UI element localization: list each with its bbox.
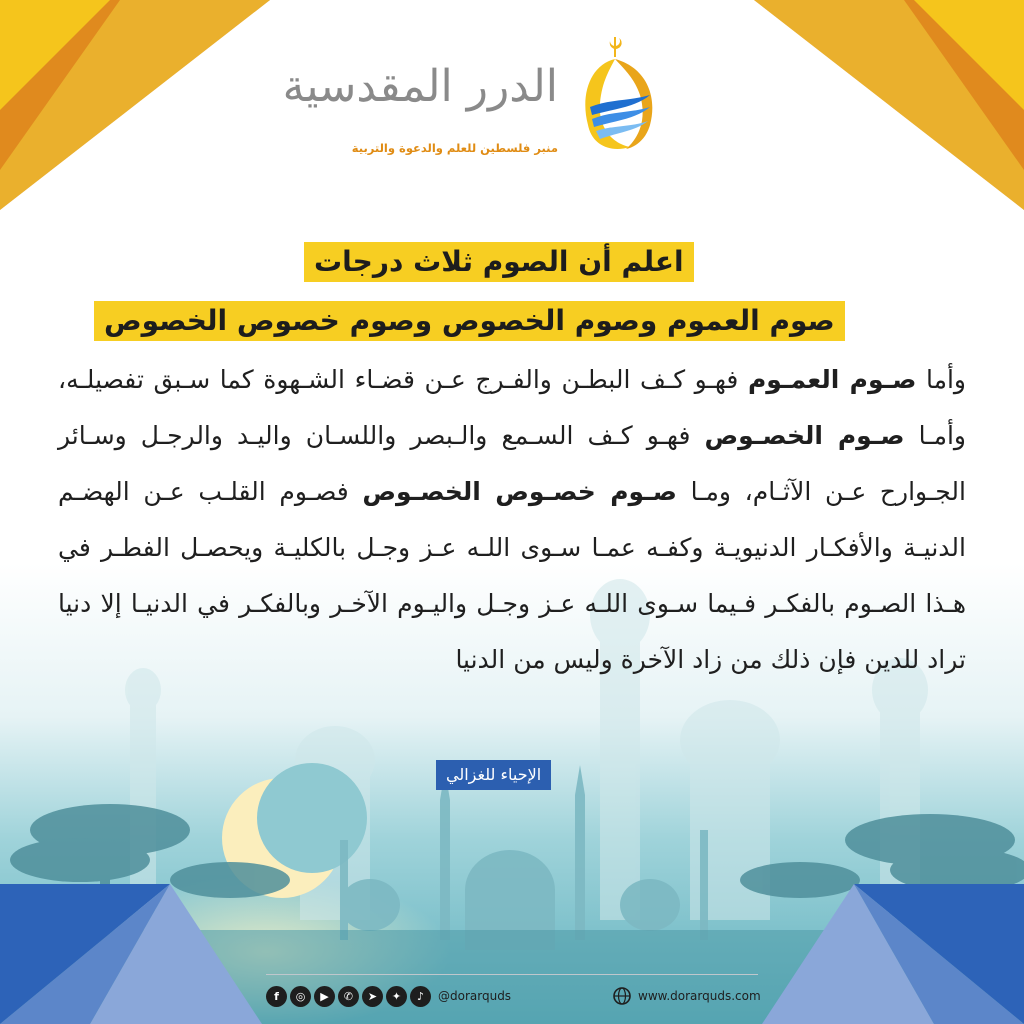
source-badge: الإحياء للغزالي bbox=[436, 760, 551, 790]
brand-tagline: منبر فلسطين للعلم والدعوة والتربية bbox=[351, 141, 558, 155]
brand-name: الدرر المقدسية bbox=[282, 61, 558, 112]
telegram-icon[interactable]: ➤ bbox=[362, 986, 383, 1007]
bottom-left-corner-decoration bbox=[0, 884, 262, 1024]
body-bold-1: صـوم العمـوم bbox=[747, 365, 917, 394]
body-bold-3: صـوم خصـوص الخصـوص bbox=[362, 477, 677, 506]
tiktok-icon[interactable]: ♪ bbox=[410, 986, 431, 1007]
body-bold-2: صـوم الخصـوص bbox=[704, 421, 905, 450]
body-text-3: فهـو كـف السـمع والـبصر واللسـان واليـد والرجـل وسـائر الجـوارح عـن الآثـام، ومـا bbox=[58, 421, 966, 506]
social-handle[interactable]: @dorarquds bbox=[438, 989, 512, 1003]
youtube-icon[interactable]: ▶ bbox=[314, 986, 335, 1007]
footer-divider bbox=[266, 974, 758, 975]
whatsapp-icon[interactable]: ✆ bbox=[338, 986, 359, 1007]
twitter-icon[interactable]: ✦ bbox=[386, 986, 407, 1007]
social-links bbox=[266, 985, 511, 1007]
top-left-corner-decoration bbox=[0, 0, 270, 210]
body-paragraph bbox=[58, 352, 966, 688]
headline-line-2: صوم العموم وصوم الخصوص وصوم خصوص الخصوص bbox=[94, 301, 845, 341]
brand-logo bbox=[282, 35, 670, 165]
body-text-2: فهـو كـف البطـن والفـرج عـن قضـاء الشـهوة كما سـبق تفصيلـه، وأمـا bbox=[58, 365, 966, 450]
globe-icon bbox=[612, 986, 632, 1006]
website-url: www.dorarquds.com bbox=[638, 989, 761, 1003]
instagram-icon[interactable]: ◎ bbox=[290, 986, 311, 1007]
top-right-corner-decoration bbox=[754, 0, 1024, 210]
headline-line-1: اعلم أن الصوم ثلاث درجات bbox=[304, 242, 694, 282]
dome-logo-icon bbox=[570, 35, 670, 165]
website-link[interactable] bbox=[612, 985, 761, 1007]
body-text-1: وأما bbox=[916, 365, 966, 394]
body-text-4: فصـوم القلـب عـن الهضـم الدنيـة والأفكـار الدنيويـة وكفـه عمـا سـوى اللـه عـز وجـل بالكليـة ويحصـل الفطـر في هـذا الصـوم بالفكـر فـيما سـوى اللـه عـز وجـل واليـوم الآخـر وبالفكـر في الدنيـا إلا دنيا تراد للدين فإن ذلك من زاد الآخرة وليس من الدنيا bbox=[58, 477, 966, 674]
bottom-right-corner-decoration bbox=[762, 884, 1024, 1024]
facebook-icon[interactable]: f bbox=[266, 986, 287, 1007]
